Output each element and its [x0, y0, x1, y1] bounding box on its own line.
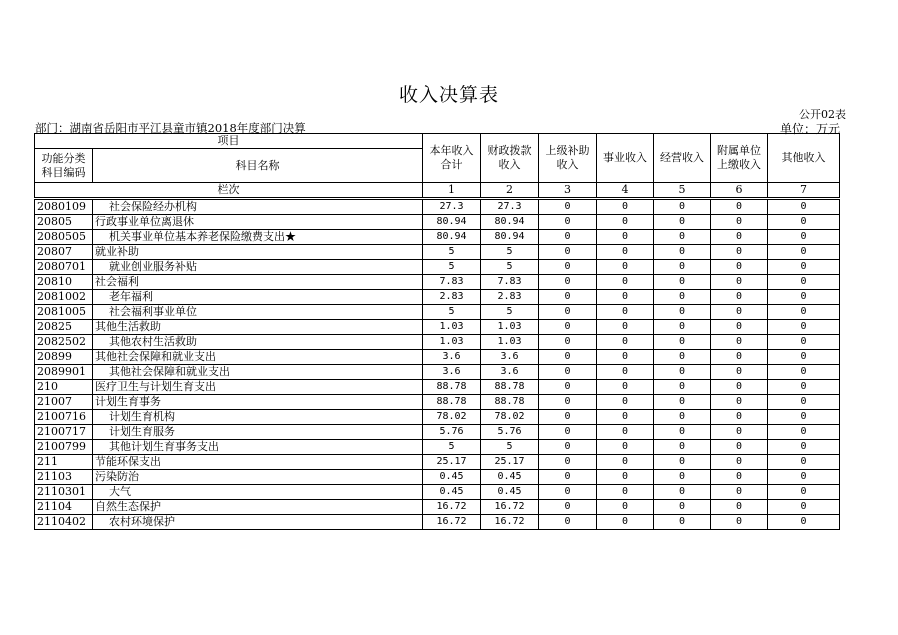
row-value: 0 [597, 350, 654, 365]
row-value: 0 [768, 455, 840, 470]
row-value: 78.02 [423, 410, 481, 425]
row-value: 7.83 [481, 275, 539, 290]
row-value: 80.94 [481, 215, 539, 230]
row-value: 0 [711, 500, 768, 515]
row-value: 88.78 [423, 380, 481, 395]
row-value: 78.02 [481, 410, 539, 425]
header-affiliated: 附属单位上缴收入 [711, 134, 768, 183]
row-value: 0 [654, 230, 711, 245]
row-value: 0.45 [423, 470, 481, 485]
header-name: 科目名称 [93, 149, 423, 183]
row-value: 0 [539, 290, 597, 305]
row-value: 0 [539, 275, 597, 290]
header-item: 项目 [35, 134, 423, 149]
row-code: 20825 [35, 320, 93, 335]
row-value: 0 [539, 260, 597, 275]
row-value: 0 [597, 485, 654, 500]
row-name: 医疗卫生与计划生育支出 [93, 380, 423, 395]
header-business: 事业收入 [597, 134, 654, 183]
unit-label: 单位：万元 [779, 122, 840, 136]
row-value: 0 [597, 425, 654, 440]
row-code: 21104 [35, 500, 93, 515]
row-value: 0 [539, 440, 597, 455]
row-value: 0 [768, 230, 840, 245]
row-value: 0 [597, 365, 654, 380]
table-row [35, 395, 840, 410]
table-row [35, 440, 840, 455]
table-row [35, 245, 840, 260]
row-name: 社会保险经办机构 [93, 199, 423, 215]
header-total: 本年收入合计 [423, 134, 481, 183]
row-value: 1.03 [423, 320, 481, 335]
row-value: 0 [711, 380, 768, 395]
row-value: 0.45 [481, 470, 539, 485]
row-value: 0 [711, 290, 768, 305]
row-value: 1.03 [481, 320, 539, 335]
row-value: 0 [768, 260, 840, 275]
row-value: 0 [597, 440, 654, 455]
row-value: 0 [711, 245, 768, 260]
row-name: 计划生育机构 [93, 410, 423, 425]
col-num: 3 [539, 183, 597, 199]
row-value: 0 [711, 395, 768, 410]
row-value: 0 [654, 500, 711, 515]
row-value: 0 [539, 335, 597, 350]
row-value: 0 [711, 425, 768, 440]
row-value: 0 [597, 500, 654, 515]
table-row [35, 485, 840, 500]
row-value: 0 [597, 335, 654, 350]
row-value: 0 [539, 455, 597, 470]
row-value: 0 [539, 470, 597, 485]
row-value: 0 [597, 305, 654, 320]
row-code: 210 [35, 380, 93, 395]
row-value: 0 [654, 440, 711, 455]
row-value: 80.94 [481, 230, 539, 245]
row-value: 5 [423, 260, 481, 275]
header-operating: 经营收入 [654, 134, 711, 183]
row-value: 5.76 [481, 425, 539, 440]
col-num: 1 [423, 183, 481, 199]
row-value: 3.6 [423, 350, 481, 365]
row-value: 0 [711, 335, 768, 350]
col-num: 2 [481, 183, 539, 199]
row-value: 0 [539, 365, 597, 380]
row-value: 0 [711, 365, 768, 380]
row-value: 0 [597, 410, 654, 425]
header-other: 其他收入 [768, 134, 840, 183]
table-row [35, 515, 840, 530]
row-value: 0 [654, 320, 711, 335]
row-value: 16.72 [423, 515, 481, 530]
row-value: 7.83 [423, 275, 481, 290]
row-value: 0 [597, 395, 654, 410]
row-value: 0 [539, 500, 597, 515]
row-code: 21007 [35, 395, 93, 410]
row-value: 0 [768, 470, 840, 485]
row-name: 自然生态保护 [93, 500, 423, 515]
row-value: 0 [654, 455, 711, 470]
table-row [35, 230, 840, 245]
row-name: 其他生活救助 [93, 320, 423, 335]
row-code: 2100716 [35, 410, 93, 425]
row-value: 0 [768, 275, 840, 290]
row-value: 1.03 [423, 335, 481, 350]
row-value: 0 [654, 380, 711, 395]
row-name: 就业补助 [93, 245, 423, 260]
row-code: 20805 [35, 215, 93, 230]
row-value: 0 [654, 425, 711, 440]
form-code: 公开02表 [799, 108, 846, 121]
header-superior: 上级补助收入 [539, 134, 597, 183]
row-value: 0 [654, 305, 711, 320]
row-value: 0 [768, 199, 840, 215]
row-value: 0 [597, 290, 654, 305]
row-value: 0 [711, 320, 768, 335]
row-value: 27.3 [423, 199, 481, 215]
income-table [34, 133, 840, 530]
row-value: 0 [768, 335, 840, 350]
row-value: 0 [654, 395, 711, 410]
row-value: 0 [768, 365, 840, 380]
row-value: 0 [597, 230, 654, 245]
row-value: 0 [768, 320, 840, 335]
table-row [35, 215, 840, 230]
department-label: 部门：湖南省岳阳市平江县童市镇2018年度部门决算 [35, 121, 306, 135]
row-value: 3.6 [423, 365, 481, 380]
row-value: 0 [597, 260, 654, 275]
table-row [35, 320, 840, 335]
row-value: 5 [481, 245, 539, 260]
row-value: 5 [423, 440, 481, 455]
row-value: 88.78 [481, 380, 539, 395]
table-row [35, 260, 840, 275]
row-value: 0 [711, 470, 768, 485]
row-value: 0 [539, 230, 597, 245]
row-value: 0 [711, 275, 768, 290]
row-code: 20899 [35, 350, 93, 365]
row-name: 机关事业单位基本养老保险缴费支出★ [93, 230, 423, 245]
row-name: 老年福利 [93, 290, 423, 305]
row-value: 0 [654, 215, 711, 230]
row-value: 80.94 [423, 215, 481, 230]
col-num: 7 [768, 183, 840, 199]
page-title: 收入决算表 [398, 84, 499, 106]
row-value: 0 [711, 410, 768, 425]
row-value: 0 [768, 395, 840, 410]
row-name: 计划生育服务 [93, 425, 423, 440]
row-code: 2080109 [35, 199, 93, 215]
row-value: 88.78 [423, 395, 481, 410]
row-value: 0 [654, 470, 711, 485]
row-code: 20810 [35, 275, 93, 290]
row-value: 0 [654, 199, 711, 215]
row-value: 0 [539, 425, 597, 440]
row-value: 0 [597, 470, 654, 485]
row-name: 其他社会保障和就业支出 [93, 365, 423, 380]
col-num: 4 [597, 183, 654, 199]
row-code: 2110402 [35, 515, 93, 530]
row-name: 就业创业服务补贴 [93, 260, 423, 275]
row-value: 0 [539, 395, 597, 410]
row-value: 0 [768, 350, 840, 365]
row-value: 5 [481, 260, 539, 275]
row-value: 0 [711, 485, 768, 500]
row-value: 5.76 [423, 425, 481, 440]
row-code: 2081005 [35, 305, 93, 320]
row-name: 农村环境保护 [93, 515, 423, 530]
row-value: 0 [711, 440, 768, 455]
row-value: 0 [711, 305, 768, 320]
table-row [35, 425, 840, 440]
row-value: 0 [768, 215, 840, 230]
table-row [35, 199, 840, 215]
row-value: 0 [597, 320, 654, 335]
row-code: 20807 [35, 245, 93, 260]
row-name: 行政事业单位离退休 [93, 215, 423, 230]
row-value: 0 [768, 515, 840, 530]
table-row [35, 455, 840, 470]
row-value: 0 [654, 365, 711, 380]
table-row [35, 500, 840, 515]
row-value: 0 [539, 410, 597, 425]
row-name: 其他社会保障和就业支出 [93, 350, 423, 365]
table-row [35, 470, 840, 485]
row-value: 0 [597, 215, 654, 230]
row-value: 27.3 [481, 199, 539, 215]
row-value: 5 [423, 305, 481, 320]
row-code: 2100799 [35, 440, 93, 455]
row-value: 0 [711, 350, 768, 365]
table-row [35, 410, 840, 425]
row-value: 3.6 [481, 350, 539, 365]
row-value: 0 [768, 245, 840, 260]
row-value: 0 [654, 410, 711, 425]
row-name: 社会福利 [93, 275, 423, 290]
row-value: 0 [539, 199, 597, 215]
row-value: 0 [768, 380, 840, 395]
row-value: 0 [597, 199, 654, 215]
row-value: 0 [539, 515, 597, 530]
row-value: 0 [597, 515, 654, 530]
row-value: 0 [654, 350, 711, 365]
header-code: 功能分类科目编码 [35, 149, 93, 183]
row-value: 0 [654, 290, 711, 305]
row-value: 0 [711, 515, 768, 530]
row-code: 2080505 [35, 230, 93, 245]
row-value: 0 [768, 500, 840, 515]
row-name: 社会福利事业单位 [93, 305, 423, 320]
row-value: 0 [654, 275, 711, 290]
row-value: 0 [711, 215, 768, 230]
row-value: 0 [768, 305, 840, 320]
row-code: 2110301 [35, 485, 93, 500]
row-value: 0 [539, 305, 597, 320]
row-code: 2081002 [35, 290, 93, 305]
row-value: 0 [597, 380, 654, 395]
row-value: 0 [711, 199, 768, 215]
row-value: 0 [711, 455, 768, 470]
row-value: 88.78 [481, 395, 539, 410]
row-value: 0 [539, 320, 597, 335]
row-value: 16.72 [481, 515, 539, 530]
table-row [35, 335, 840, 350]
row-name: 污染防治 [93, 470, 423, 485]
row-value: 1.03 [481, 335, 539, 350]
row-value: 16.72 [423, 500, 481, 515]
row-value: 2.83 [423, 290, 481, 305]
row-value: 0 [597, 245, 654, 260]
row-value: 0 [539, 215, 597, 230]
row-value: 25.17 [481, 455, 539, 470]
row-value: 0 [539, 485, 597, 500]
row-value: 2.83 [481, 290, 539, 305]
row-value: 0 [597, 455, 654, 470]
table-row [35, 275, 840, 290]
row-code: 2089901 [35, 365, 93, 380]
row-name: 大气 [93, 485, 423, 500]
row-name: 计划生育事务 [93, 395, 423, 410]
row-value: 3.6 [481, 365, 539, 380]
row-name: 其他计划生育事务支出 [93, 440, 423, 455]
row-value: 0 [711, 230, 768, 245]
row-value: 0.45 [423, 485, 481, 500]
row-value: 16.72 [481, 500, 539, 515]
table-row [35, 290, 840, 305]
row-value: 0 [654, 515, 711, 530]
row-value: 0 [654, 335, 711, 350]
row-name: 节能环保支出 [93, 455, 423, 470]
row-value: 5 [423, 245, 481, 260]
table-row [35, 365, 840, 380]
row-value: 25.17 [423, 455, 481, 470]
row-value: 5 [481, 440, 539, 455]
row-code: 2080701 [35, 260, 93, 275]
header-fiscal: 财政拨款收入 [481, 134, 539, 183]
col-num: 5 [654, 183, 711, 199]
col-num: 6 [711, 183, 768, 199]
row-value: 0 [768, 425, 840, 440]
row-value: 0 [768, 440, 840, 455]
row-value: 0 [539, 245, 597, 260]
row-value: 0 [654, 260, 711, 275]
row-value: 0.45 [481, 485, 539, 500]
row-code: 2082502 [35, 335, 93, 350]
row-value: 0 [539, 380, 597, 395]
row-code: 211 [35, 455, 93, 470]
table-row [35, 305, 840, 320]
row-value: 0 [711, 260, 768, 275]
row-value: 0 [597, 275, 654, 290]
row-value: 0 [654, 245, 711, 260]
row-code: 2100717 [35, 425, 93, 440]
row-label: 栏次 [35, 183, 423, 199]
row-value: 5 [481, 305, 539, 320]
row-value: 0 [768, 290, 840, 305]
row-code: 21103 [35, 470, 93, 485]
table-row [35, 350, 840, 365]
row-name: 其他农村生活救助 [93, 335, 423, 350]
row-value: 0 [654, 485, 711, 500]
row-value: 0 [539, 350, 597, 365]
row-value: 80.94 [423, 230, 481, 245]
table-row [35, 380, 840, 395]
row-value: 0 [768, 410, 840, 425]
row-value: 0 [768, 485, 840, 500]
